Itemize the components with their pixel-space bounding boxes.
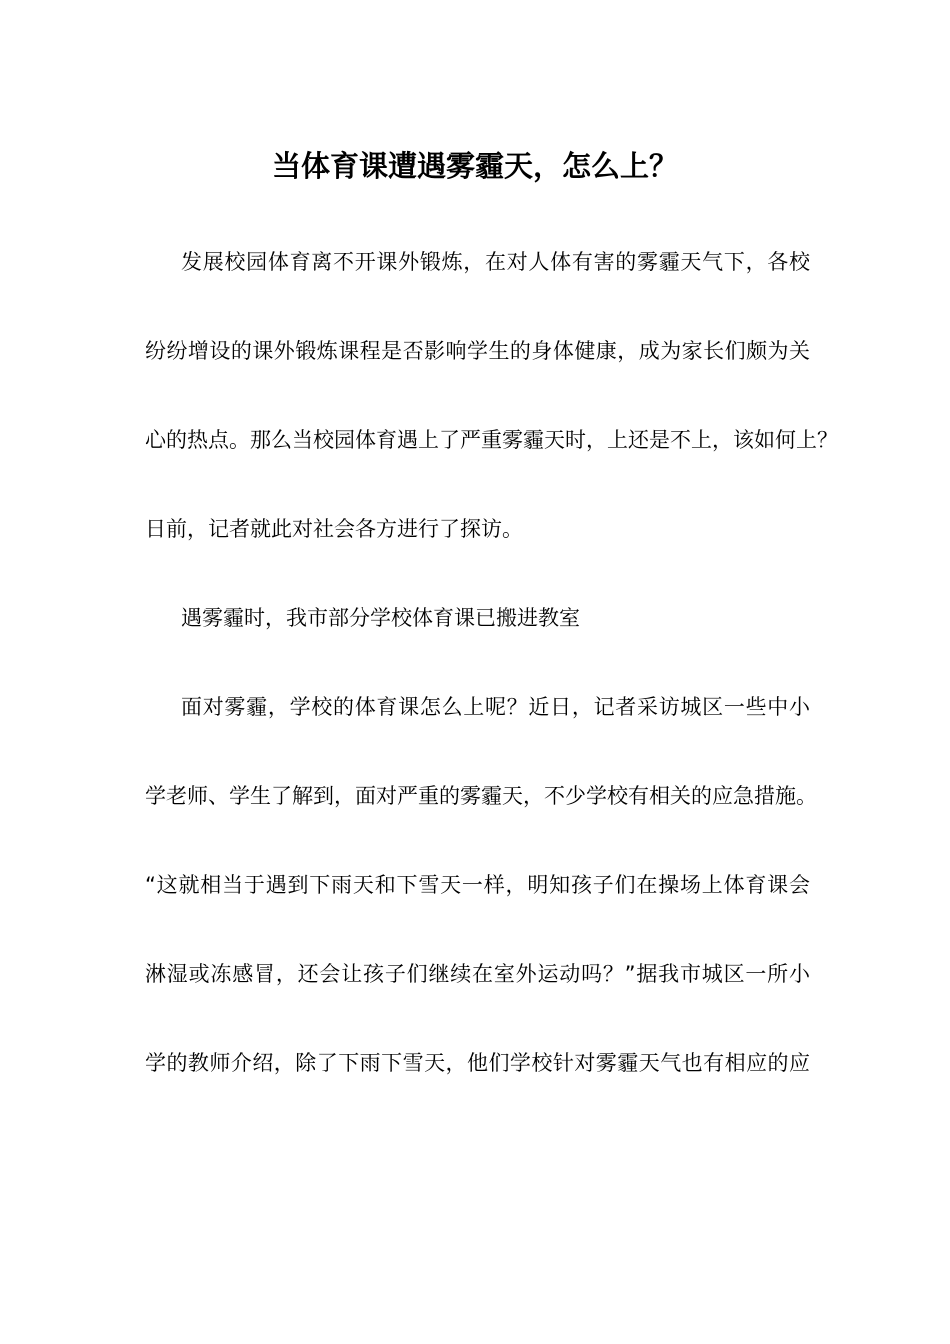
document-title: 当体育课遭遇雾霾天，怎么上？ [271,149,678,183]
paragraph-line: 学老师、学生了解到，面对严重的雾霾天，不少学校有相关的应急措施。 [145,784,817,808]
section-heading: 遇雾霾时，我市部分学校体育课已搬进教室 [181,606,580,630]
paragraph-line: 面对雾霾，学校的体育课怎么上呢？近日，记者采访城区一些中小 [181,695,810,719]
paragraph-line: “这就相当于遇到下雨天和下雪天一样，明知孩子们在操场上体育课会 [145,873,810,897]
paragraph-line: 学的教师介绍，除了下雨下雪天，他们学校针对雾霾天气也有相应的应 [145,1051,810,1075]
paragraph-line: 日前，记者就此对社会各方进行了探访。 [145,517,523,541]
paragraph-line: 心的热点。那么当校园体育遇上了严重雾霾天时，上还是不上，该如何上？ [145,428,838,452]
paragraph-line: 淋湿或冻感冒，还会让孩子们继续在室外运动吗？”据我市城区一所小 [145,962,810,986]
paragraph-line: 发展校园体育离不开课外锻炼，在对人体有害的雾霾天气下，各校 [181,250,810,274]
paragraph-line: 纷纷增设的课外锻炼课程是否影响学生的身体健康，成为家长们颇为关 [145,339,810,363]
